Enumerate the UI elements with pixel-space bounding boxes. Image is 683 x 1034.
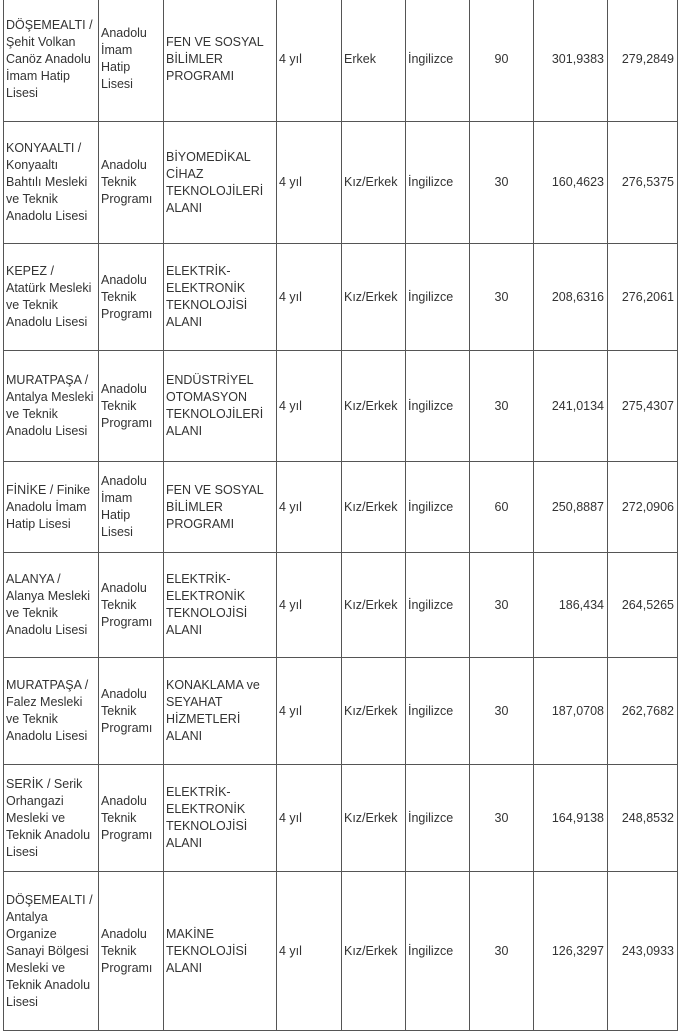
gender-cell: Erkek bbox=[342, 0, 406, 122]
base-score-cell: 186,434 bbox=[534, 553, 608, 658]
table-row bbox=[4, 351, 678, 462]
language-cell: İngilizce bbox=[406, 658, 470, 765]
language-cell: İngilizce bbox=[406, 765, 470, 872]
program-cell: ENDÜSTRİYEL OTOMASYON TEKNOLOJİLERİ ALANI bbox=[164, 351, 277, 462]
school-name-cell: MURATPAŞA / Antalya Mesleki ve Teknik Anadolu Lisesi bbox=[4, 351, 99, 462]
base-score-cell: 301,9383 bbox=[534, 0, 608, 122]
table-row bbox=[4, 122, 678, 244]
top-score-cell: 272,0906 bbox=[608, 462, 678, 553]
program-cell: BİYOMEDİKAL CİHAZ TEKNOLOJİLERİ ALANI bbox=[164, 122, 277, 244]
program-cell: KONAKLAMA ve SEYAHAT HİZMETLERİ ALANI bbox=[164, 658, 277, 765]
table-row bbox=[4, 244, 678, 351]
duration-cell: 4 yıl bbox=[277, 244, 342, 351]
school-type-cell: Anadolu Teknik Programı bbox=[99, 765, 164, 872]
top-score-cell: 275,4307 bbox=[608, 351, 678, 462]
table-row bbox=[4, 462, 678, 553]
gender-cell: Kız/Erkek bbox=[342, 122, 406, 244]
base-score-cell: 187,0708 bbox=[534, 658, 608, 765]
base-score-cell: 164,9138 bbox=[534, 765, 608, 872]
school-type-cell: Anadolu Teknik Programı bbox=[99, 872, 164, 1031]
base-score-cell: 250,8887 bbox=[534, 462, 608, 553]
program-cell: ELEKTRİK-ELEKTRONİK TEKNOLOJİSİ ALANI bbox=[164, 244, 277, 351]
duration-cell: 4 yıl bbox=[277, 0, 342, 122]
top-score-cell: 248,8532 bbox=[608, 765, 678, 872]
language-cell: İngilizce bbox=[406, 462, 470, 553]
school-type-cell: Anadolu Teknik Programı bbox=[99, 553, 164, 658]
language-cell: İngilizce bbox=[406, 0, 470, 122]
duration-cell: 4 yıl bbox=[277, 765, 342, 872]
school-type-cell: Anadolu Teknik Programı bbox=[99, 351, 164, 462]
program-cell: MAKİNE TEKNOLOJİSİ ALANI bbox=[164, 872, 277, 1031]
duration-cell: 4 yıl bbox=[277, 553, 342, 658]
table-row bbox=[4, 765, 678, 872]
school-table bbox=[3, 0, 678, 1031]
quota-cell: 30 bbox=[470, 553, 534, 658]
top-score-cell: 264,5265 bbox=[608, 553, 678, 658]
table-row bbox=[4, 658, 678, 765]
language-cell: İngilizce bbox=[406, 872, 470, 1031]
top-score-cell: 279,2849 bbox=[608, 0, 678, 122]
school-name-cell: MURATPAŞA / Falez Mesleki ve Teknik Anadolu Lisesi bbox=[4, 658, 99, 765]
school-name-cell: DÖŞEMEALTI / Antalya Organize Sanayi Bölgesi Mesleki ve Teknik Anadolu Lisesi bbox=[4, 872, 99, 1031]
program-cell: FEN VE SOSYAL BİLİMLER PROGRAMI bbox=[164, 462, 277, 553]
table-body bbox=[4, 0, 678, 1031]
school-type-cell: Anadolu Teknik Programı bbox=[99, 658, 164, 765]
quota-cell: 30 bbox=[470, 122, 534, 244]
school-name-cell: ALANYA / Alanya Mesleki ve Teknik Anadolu Lisesi bbox=[4, 553, 99, 658]
quota-cell: 30 bbox=[470, 872, 534, 1031]
top-score-cell: 243,0933 bbox=[608, 872, 678, 1031]
quota-cell: 30 bbox=[470, 765, 534, 872]
school-type-cell: Anadolu İmam Hatip Lisesi bbox=[99, 0, 164, 122]
base-score-cell: 241,0134 bbox=[534, 351, 608, 462]
school-type-cell: Anadolu Teknik Programı bbox=[99, 122, 164, 244]
language-cell: İngilizce bbox=[406, 244, 470, 351]
language-cell: İngilizce bbox=[406, 351, 470, 462]
duration-cell: 4 yıl bbox=[277, 872, 342, 1031]
top-score-cell: 276,2061 bbox=[608, 244, 678, 351]
language-cell: İngilizce bbox=[406, 553, 470, 658]
gender-cell: Kız/Erkek bbox=[342, 351, 406, 462]
table-row bbox=[4, 553, 678, 658]
language-cell: İngilizce bbox=[406, 122, 470, 244]
top-score-cell: 276,5375 bbox=[608, 122, 678, 244]
table-row bbox=[4, 0, 678, 122]
school-name-cell: DÖŞEMEALTI / Şehit Volkan Canöz Anadolu İmam Hatip Lisesi bbox=[4, 0, 99, 122]
school-name-cell: SERİK / Serik Orhangazi Mesleki ve Teknik Anadolu Lisesi bbox=[4, 765, 99, 872]
gender-cell: Kız/Erkek bbox=[342, 553, 406, 658]
gender-cell: Kız/Erkek bbox=[342, 462, 406, 553]
table-row bbox=[4, 872, 678, 1031]
quota-cell: 90 bbox=[470, 0, 534, 122]
school-type-cell: Anadolu Teknik Programı bbox=[99, 244, 164, 351]
school-name-cell: KEPEZ / Atatürk Mesleki ve Teknik Anadolu Lisesi bbox=[4, 244, 99, 351]
school-name-cell: FİNİKE / Finike Anadolu İmam Hatip Lisesi bbox=[4, 462, 99, 553]
duration-cell: 4 yıl bbox=[277, 351, 342, 462]
gender-cell: Kız/Erkek bbox=[342, 765, 406, 872]
school-name-cell: KONYAALTI / Konyaaltı Bahtılı Mesleki ve Teknik Anadolu Lisesi bbox=[4, 122, 99, 244]
program-cell: FEN VE SOSYAL BİLİMLER PROGRAMI bbox=[164, 0, 277, 122]
program-cell: ELEKTRİK-ELEKTRONİK TEKNOLOJİSİ ALANI bbox=[164, 553, 277, 658]
duration-cell: 4 yıl bbox=[277, 658, 342, 765]
quota-cell: 30 bbox=[470, 351, 534, 462]
base-score-cell: 208,6316 bbox=[534, 244, 608, 351]
school-type-cell: Anadolu İmam Hatip Lisesi bbox=[99, 462, 164, 553]
quota-cell: 30 bbox=[470, 244, 534, 351]
base-score-cell: 126,3297 bbox=[534, 872, 608, 1031]
base-score-cell: 160,4623 bbox=[534, 122, 608, 244]
quota-cell: 30 bbox=[470, 658, 534, 765]
quota-cell: 60 bbox=[470, 462, 534, 553]
top-score-cell: 262,7682 bbox=[608, 658, 678, 765]
gender-cell: Kız/Erkek bbox=[342, 244, 406, 351]
duration-cell: 4 yıl bbox=[277, 122, 342, 244]
program-cell: ELEKTRİK-ELEKTRONİK TEKNOLOJİSİ ALANI bbox=[164, 765, 277, 872]
gender-cell: Kız/Erkek bbox=[342, 872, 406, 1031]
duration-cell: 4 yıl bbox=[277, 462, 342, 553]
gender-cell: Kız/Erkek bbox=[342, 658, 406, 765]
